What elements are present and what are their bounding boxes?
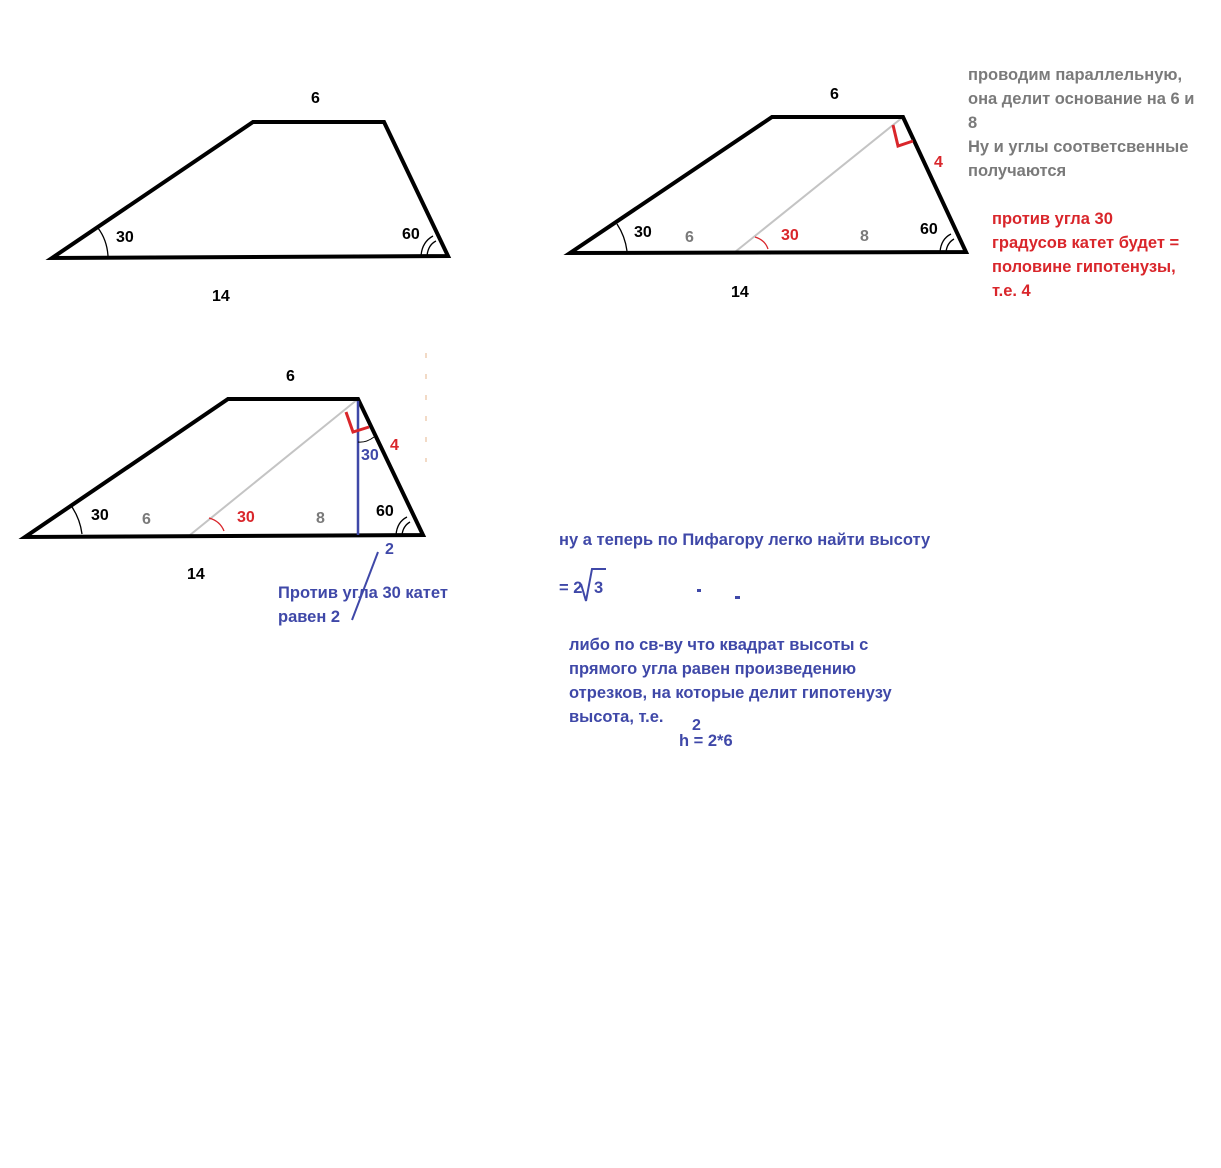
label-segment-left: 6 bbox=[142, 511, 151, 528]
angle-arc-right-2 bbox=[427, 241, 436, 256]
parallel-line bbox=[735, 117, 903, 252]
note-property: либо по св-ву что квадрат высоты с прямого угла равен произведению отрезков, на которые делит гипотенузу высота, т.е. bbox=[569, 636, 892, 726]
trapezoid-outline bbox=[570, 117, 966, 253]
note-cathetus: против угла 30 градусов катет будет = половине гипотенузы, т.е. 4 bbox=[992, 210, 1180, 300]
trapezoid-figure-3 bbox=[25, 353, 426, 620]
label-right-angle: 60 bbox=[402, 226, 420, 243]
label-top-base: 6 bbox=[311, 90, 320, 107]
trapezoid-outline bbox=[25, 399, 423, 537]
label-segment-right: 8 bbox=[860, 228, 869, 245]
label-leg: 4 bbox=[934, 154, 943, 171]
label-top-angle: 30 bbox=[361, 447, 379, 464]
label-inner-angle: 30 bbox=[237, 509, 255, 526]
angle-arc-left bbox=[72, 507, 82, 534]
label-right-angle: 60 bbox=[920, 221, 938, 238]
trapezoid-figure-1 bbox=[52, 90, 448, 305]
parallel-line bbox=[190, 399, 358, 535]
label-left-angle: 30 bbox=[91, 507, 109, 524]
stray-dot bbox=[735, 596, 740, 599]
angle-arc-left bbox=[98, 228, 108, 256]
trapezoid-outline bbox=[52, 122, 448, 258]
label-left-angle: 30 bbox=[634, 224, 652, 241]
note-pythagoras: ну а теперь по Пифагору легко найти высоту bbox=[559, 531, 931, 549]
result-prefix: = 2 bbox=[559, 579, 583, 597]
label-left-angle: 30 bbox=[116, 229, 134, 246]
label-inner-angle: 30 bbox=[781, 227, 799, 244]
label-top-base: 6 bbox=[286, 368, 295, 385]
label-segment-left: 6 bbox=[685, 229, 694, 246]
result-expression bbox=[559, 569, 740, 601]
note-parallel: проводим параллельную, она делит основание на 6 и 8 Ну и углы соответсвенные получаются bbox=[968, 66, 1195, 180]
angle-arc-inner bbox=[209, 518, 224, 531]
label-foot-segment: 2 bbox=[385, 541, 394, 558]
label-bottom-base: 14 bbox=[731, 284, 749, 301]
note-cathetus-2: Против угла 30 катет равен 2 bbox=[278, 584, 448, 626]
label-segment-right: 8 bbox=[316, 510, 325, 527]
label-bottom-base: 14 bbox=[187, 566, 205, 583]
label-leg: 4 bbox=[390, 437, 399, 454]
result-radicand: 3 bbox=[594, 579, 604, 597]
angle-arc-top bbox=[358, 437, 374, 442]
label-bottom-base: 14 bbox=[212, 288, 230, 305]
formula-exponent: 2 bbox=[692, 717, 701, 734]
angle-arc-left bbox=[617, 224, 627, 251]
formula-text: h = 2*6 bbox=[679, 732, 733, 750]
angle-arc-right-2 bbox=[402, 522, 410, 535]
label-top-base: 6 bbox=[830, 86, 839, 103]
stray-dot bbox=[697, 589, 701, 592]
label-right-angle: 60 bbox=[376, 503, 394, 520]
trapezoid-figure-2 bbox=[570, 86, 966, 301]
angle-arc-inner bbox=[755, 237, 768, 249]
